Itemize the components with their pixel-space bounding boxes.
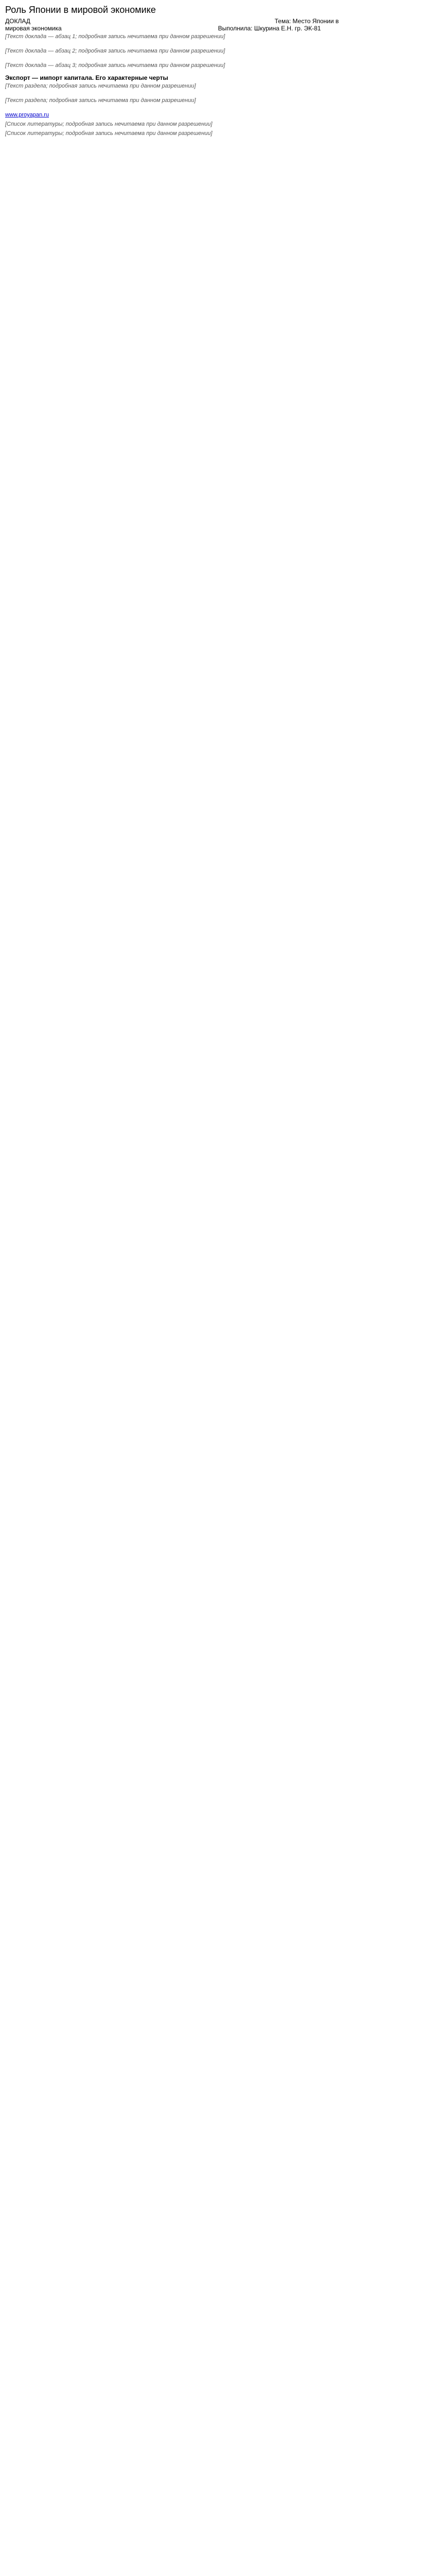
reference-item: [Список литературы; подробная запись нечитаема при данном разрешении] <box>5 130 213 137</box>
section-heading: Экспорт — импорт капитала. Его характерные черты <box>5 74 168 81</box>
header-author: Выполнила: Шкурина Е.Н. гр. ЭК-81 <box>218 25 321 32</box>
document-title: Роль Японии в мировой экономике <box>5 5 156 15</box>
document-body <box>5 33 431 104</box>
paragraph: [Текст раздела; подробная запись нечитаема при данном разрешении] <box>5 97 196 104</box>
header-subject: мировая экономика <box>5 25 62 32</box>
paragraph: [Текст раздела; подробная запись нечитаема при данном разрешении] <box>5 83 196 89</box>
paragraph: [Текст доклада — абзац 3; подробная запись нечитаема при данном разрешении] <box>5 62 225 69</box>
header-row-1 <box>5 18 431 25</box>
references <box>5 111 431 137</box>
header-topic: Тема: Место Японии в <box>274 18 339 25</box>
header-label-report: ДОКЛАД <box>5 18 30 25</box>
header-row-2 <box>5 25 431 32</box>
reference-item: [Список литературы; подробная запись нечитаема при данном разрешении] <box>5 121 213 127</box>
paragraph: [Текст доклада — абзац 1; подробная запись нечитаема при данном разрешении] <box>5 33 225 40</box>
reference-link[interactable] <box>5 111 431 118</box>
paragraph: [Текст доклада — абзац 2; подробная запись нечитаема при данном разрешении] <box>5 48 225 54</box>
reference-url[interactable]: www.proyapan.ru <box>5 112 49 118</box>
